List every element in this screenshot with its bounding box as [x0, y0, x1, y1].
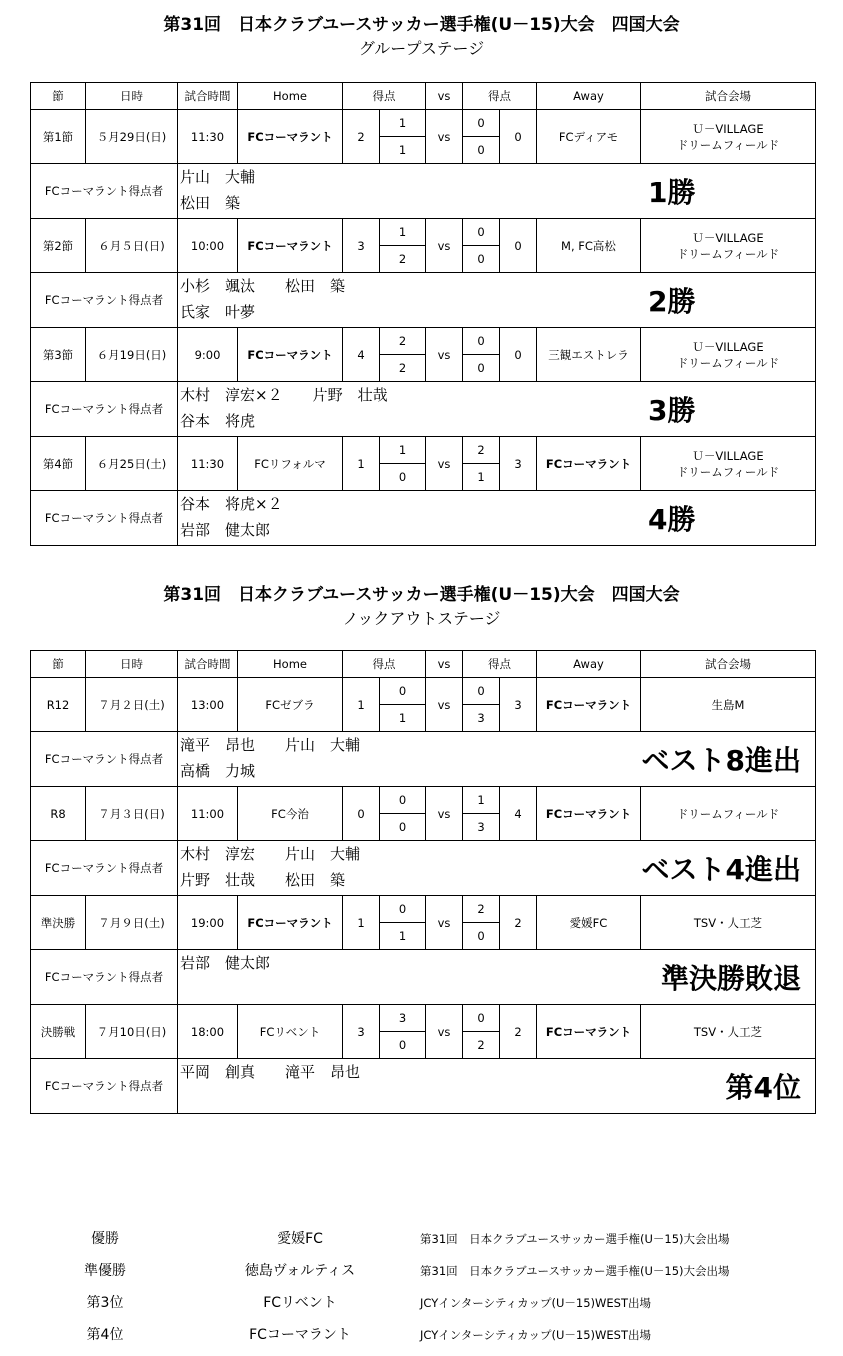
scorers-cell: [178, 1059, 816, 1114]
scorer-names: 片山 大輔: [180, 168, 256, 186]
scorers-cell: [178, 273, 816, 328]
scorer-label: FCコーマラント得点者: [31, 841, 178, 896]
scorer-label: FCコーマラント得点者: [31, 732, 178, 787]
header-row: [31, 651, 816, 678]
scorers-cell: [178, 382, 816, 437]
away-total-score: 0: [500, 110, 537, 164]
home-team: FCコーマラント: [238, 328, 343, 382]
scorers-row: [31, 841, 816, 896]
scorers-cell: [178, 950, 816, 1005]
home-team: FCコーマラント: [238, 896, 343, 950]
group-subtitle: グループステージ: [358, 39, 485, 58]
home-team: FCコーマラント: [238, 110, 343, 164]
venue-line: Ｕ－VILLAGE: [692, 230, 764, 245]
home-second-half: 1: [380, 137, 426, 164]
home-second-half: 0: [380, 464, 426, 491]
scorers-cell: [178, 732, 816, 787]
venue-line: ドリームフィールド: [676, 464, 780, 479]
away-second-half: 3: [463, 705, 500, 732]
standing-note: 第31回 日本クラブユースサッカー選手権(U－15)大会出場: [420, 1232, 730, 1246]
scorer-names: 小杉 颯汰 松田 築: [180, 277, 346, 295]
scorer-label: FCコーマラント得点者: [31, 273, 178, 328]
scorer-label: FCコーマラント得点者: [31, 382, 178, 437]
scorer-names: 高橋 力城: [180, 762, 256, 780]
date-cell: ６月５日(日): [86, 219, 178, 273]
vs-label: vs: [426, 110, 463, 164]
group-table: [30, 82, 816, 546]
venue-line: TSV・人工芝: [693, 1024, 763, 1039]
venue-cell: [641, 787, 816, 841]
away-second-half: 0: [463, 246, 500, 273]
standing-note: JCYインターシティカップ(U－15)WEST出場: [420, 1296, 652, 1310]
away-second-half: 2: [463, 1032, 500, 1059]
scorer-names: 木村 淳宏×２ 片野 壮哉: [180, 386, 388, 404]
date-cell: ７月３日(日): [86, 787, 178, 841]
scorer-names: 滝平 昂也 片山 大輔: [180, 736, 361, 754]
result-text: 4勝: [648, 503, 696, 536]
home-second-half: 2: [380, 355, 426, 382]
away-second-half: 0: [463, 137, 500, 164]
knockout-table: [30, 650, 816, 1114]
home-first-half: 3: [380, 1005, 426, 1032]
home-first-half: 0: [380, 787, 426, 814]
group-title: 第31回 日本クラブユースサッカー選手権(U－15)大会 四国大会: [163, 15, 680, 35]
standing-rank: 第4位: [86, 1327, 124, 1343]
time-cell: 11:30: [178, 437, 238, 491]
header-time: 試合時間: [178, 651, 238, 678]
venue-line: ドリームフィールド: [676, 806, 780, 821]
header-round: 節: [31, 83, 86, 110]
home-team: FCリベント: [238, 1005, 343, 1059]
vs-label: vs: [426, 896, 463, 950]
away-first-half: 2: [463, 437, 500, 464]
match-row: [31, 110, 816, 137]
away-second-half: 0: [463, 923, 500, 950]
date-cell: ５月29日(日): [86, 110, 178, 164]
time-cell: 11:00: [178, 787, 238, 841]
standing-note: JCYインターシティカップ(U－15)WEST出場: [420, 1328, 652, 1342]
result-text: 3勝: [648, 394, 696, 427]
knockout-subtitle: ノックアウトステージ: [342, 609, 501, 628]
scorers-cell: [178, 491, 816, 546]
result-text: ベスト4進出: [641, 853, 801, 886]
venue-cell: [641, 678, 816, 732]
header-date: 日時: [86, 83, 178, 110]
vs-label: vs: [426, 787, 463, 841]
standing-team: FCリベント: [263, 1295, 337, 1311]
away-total-score: 0: [500, 328, 537, 382]
home-total-score: 3: [343, 1005, 380, 1059]
away-second-half: 1: [463, 464, 500, 491]
away-team: FCコーマラント: [537, 787, 641, 841]
match-row: [31, 678, 816, 705]
home-second-half: 2: [380, 246, 426, 273]
header-score-home: 得点: [343, 83, 426, 110]
knockout-title: 第31回 日本クラブユースサッカー選手権(U－15)大会 四国大会: [163, 585, 680, 605]
standing-row: [0, 1260, 843, 1292]
home-first-half: 1: [380, 219, 426, 246]
time-cell: 9:00: [178, 328, 238, 382]
scorer-names: 谷本 将虎×２: [180, 495, 283, 513]
scorer-names: 片野 壮哉 松田 築: [180, 871, 346, 889]
venue-line: Ｕ－VILLAGE: [692, 448, 764, 463]
header-round: 節: [31, 651, 86, 678]
time-cell: 13:00: [178, 678, 238, 732]
date-cell: ６月25日(土): [86, 437, 178, 491]
header-score-away: 得点: [463, 651, 537, 678]
away-team: FCコーマラント: [537, 678, 641, 732]
knockout-stage-table: [30, 650, 815, 1114]
scorer-names: 岩部 健太郎: [180, 521, 271, 539]
scorer-names: 木村 淳宏 片山 大輔: [180, 845, 361, 863]
venue-cell: [641, 328, 816, 382]
standing-rank: 優勝: [91, 1231, 119, 1247]
date-cell: ７月２日(土): [86, 678, 178, 732]
venue-cell: [641, 437, 816, 491]
away-first-half: 0: [463, 678, 500, 705]
scorers-row: [31, 382, 816, 437]
home-first-half: 0: [380, 896, 426, 923]
home-total-score: 1: [343, 678, 380, 732]
home-team: FC今治: [238, 787, 343, 841]
venue-cell: [641, 1005, 816, 1059]
home-team: FCリフォルマ: [238, 437, 343, 491]
round-cell: 準決勝: [31, 896, 86, 950]
away-first-half: 0: [463, 1005, 500, 1032]
round-cell: 第2節: [31, 219, 86, 273]
time-cell: 10:00: [178, 219, 238, 273]
round-cell: 第4節: [31, 437, 86, 491]
time-cell: 11:30: [178, 110, 238, 164]
vs-label: vs: [426, 1005, 463, 1059]
header-date: 日時: [86, 651, 178, 678]
home-second-half: 0: [380, 1032, 426, 1059]
home-first-half: 0: [380, 678, 426, 705]
header-row: [31, 83, 816, 110]
standing-rank: 準優勝: [84, 1263, 126, 1279]
venue-cell: [641, 896, 816, 950]
away-first-half: 0: [463, 219, 500, 246]
scorer-label: FCコーマラント得点者: [31, 950, 178, 1005]
group-stage-table: [30, 82, 815, 546]
home-total-score: 4: [343, 328, 380, 382]
scorers-row: [31, 164, 816, 219]
venue-line: Ｕ－VILLAGE: [692, 339, 764, 354]
date-cell: ７月９日(土): [86, 896, 178, 950]
header-away: Away: [537, 651, 641, 678]
venue-line: TSV・人工芝: [693, 915, 763, 930]
away-team: FCコーマラント: [537, 1005, 641, 1059]
away-total-score: 2: [500, 896, 537, 950]
home-total-score: 2: [343, 110, 380, 164]
away-total-score: 0: [500, 219, 537, 273]
scorers-row: [31, 1059, 816, 1114]
home-second-half: 1: [380, 705, 426, 732]
home-second-half: 1: [380, 923, 426, 950]
home-total-score: 1: [343, 896, 380, 950]
scorer-label: FCコーマラント得点者: [31, 1059, 178, 1114]
away-total-score: 3: [500, 678, 537, 732]
scorer-label: FCコーマラント得点者: [31, 491, 178, 546]
away-team: FCディアモ: [537, 110, 641, 164]
standing-row: [0, 1228, 843, 1260]
result-text: 第4位: [725, 1071, 801, 1104]
home-team: FCコーマラント: [238, 219, 343, 273]
home-first-half: 1: [380, 110, 426, 137]
date-cell: ７月10日(日): [86, 1005, 178, 1059]
away-total-score: 3: [500, 437, 537, 491]
away-team: FCコーマラント: [537, 437, 641, 491]
match-row: [31, 437, 816, 464]
result-text: 2勝: [648, 285, 696, 318]
scorer-names: 氏家 叶夢: [180, 303, 256, 321]
home-second-half: 0: [380, 814, 426, 841]
standing-team: 愛媛FC: [277, 1231, 323, 1247]
round-cell: 決勝戦: [31, 1005, 86, 1059]
scorers-row: [31, 950, 816, 1005]
header-venue: 試合会場: [641, 83, 816, 110]
match-row: [31, 1005, 816, 1032]
match-row: [31, 896, 816, 923]
venue-cell: [641, 219, 816, 273]
header-score-away: 得点: [463, 83, 537, 110]
header-time: 試合時間: [178, 83, 238, 110]
scorers-row: [31, 732, 816, 787]
header-score-home: 得点: [343, 651, 426, 678]
standing-team: 徳島ヴォルティス: [244, 1263, 356, 1279]
header-venue: 試合会場: [641, 651, 816, 678]
standing-note: 第31回 日本クラブユースサッカー選手権(U－15)大会出場: [420, 1264, 730, 1278]
scorer-label: FCコーマラント得点者: [31, 164, 178, 219]
round-cell: 第1節: [31, 110, 86, 164]
home-total-score: 3: [343, 219, 380, 273]
away-first-half: 1: [463, 787, 500, 814]
date-cell: ６月19日(日): [86, 328, 178, 382]
venue-line: ドリームフィールド: [676, 246, 780, 261]
scorers-cell: [178, 841, 816, 896]
match-row: [31, 787, 816, 814]
away-total-score: 2: [500, 1005, 537, 1059]
venue-cell: [641, 110, 816, 164]
away-team: 愛媛FC: [537, 896, 641, 950]
scorers-cell: [178, 164, 816, 219]
result-text: ベスト8進出: [641, 744, 801, 777]
scorer-names: 平岡 創真 滝平 昂也: [180, 1063, 361, 1081]
header-home: Home: [238, 83, 343, 110]
away-first-half: 0: [463, 328, 500, 355]
venue-line: ドリームフィールド: [676, 355, 780, 370]
match-row: [31, 328, 816, 355]
scorers-row: [31, 491, 816, 546]
result-text: 準決勝敗退: [660, 962, 801, 995]
vs-label: vs: [426, 328, 463, 382]
round-cell: 第3節: [31, 328, 86, 382]
header-vs: vs: [426, 651, 463, 678]
scorer-names: 岩部 健太郎: [180, 954, 271, 972]
vs-label: vs: [426, 219, 463, 273]
result-text: 1勝: [648, 176, 696, 209]
standing-team: FCコーマラント: [249, 1327, 351, 1343]
home-total-score: 1: [343, 437, 380, 491]
away-second-half: 0: [463, 355, 500, 382]
home-team: FCゼブラ: [238, 678, 343, 732]
home-total-score: 0: [343, 787, 380, 841]
away-second-half: 3: [463, 814, 500, 841]
home-first-half: 2: [380, 328, 426, 355]
away-first-half: 0: [463, 110, 500, 137]
home-first-half: 1: [380, 437, 426, 464]
away-first-half: 2: [463, 896, 500, 923]
round-cell: R8: [31, 787, 86, 841]
venue-line: Ｕ－VILLAGE: [692, 121, 764, 136]
venue-line: 生島M: [711, 697, 745, 712]
vs-label: vs: [426, 437, 463, 491]
away-team: 三観エストレラ: [537, 328, 641, 382]
away-total-score: 4: [500, 787, 537, 841]
time-cell: 18:00: [178, 1005, 238, 1059]
away-team: M, FC高松: [537, 219, 641, 273]
header-vs: vs: [426, 83, 463, 110]
vs-label: vs: [426, 678, 463, 732]
header-away: Away: [537, 83, 641, 110]
header-home: Home: [238, 651, 343, 678]
standing-row: [0, 1292, 843, 1324]
standing-row: [0, 1324, 843, 1356]
venue-line: ドリームフィールド: [676, 137, 780, 152]
scorers-row: [31, 273, 816, 328]
scorer-names: 谷本 将虎: [180, 412, 256, 430]
standing-rank: 第3位: [86, 1295, 124, 1311]
match-row: [31, 219, 816, 246]
round-cell: R12: [31, 678, 86, 732]
scorer-names: 松田 築: [180, 194, 241, 212]
time-cell: 19:00: [178, 896, 238, 950]
